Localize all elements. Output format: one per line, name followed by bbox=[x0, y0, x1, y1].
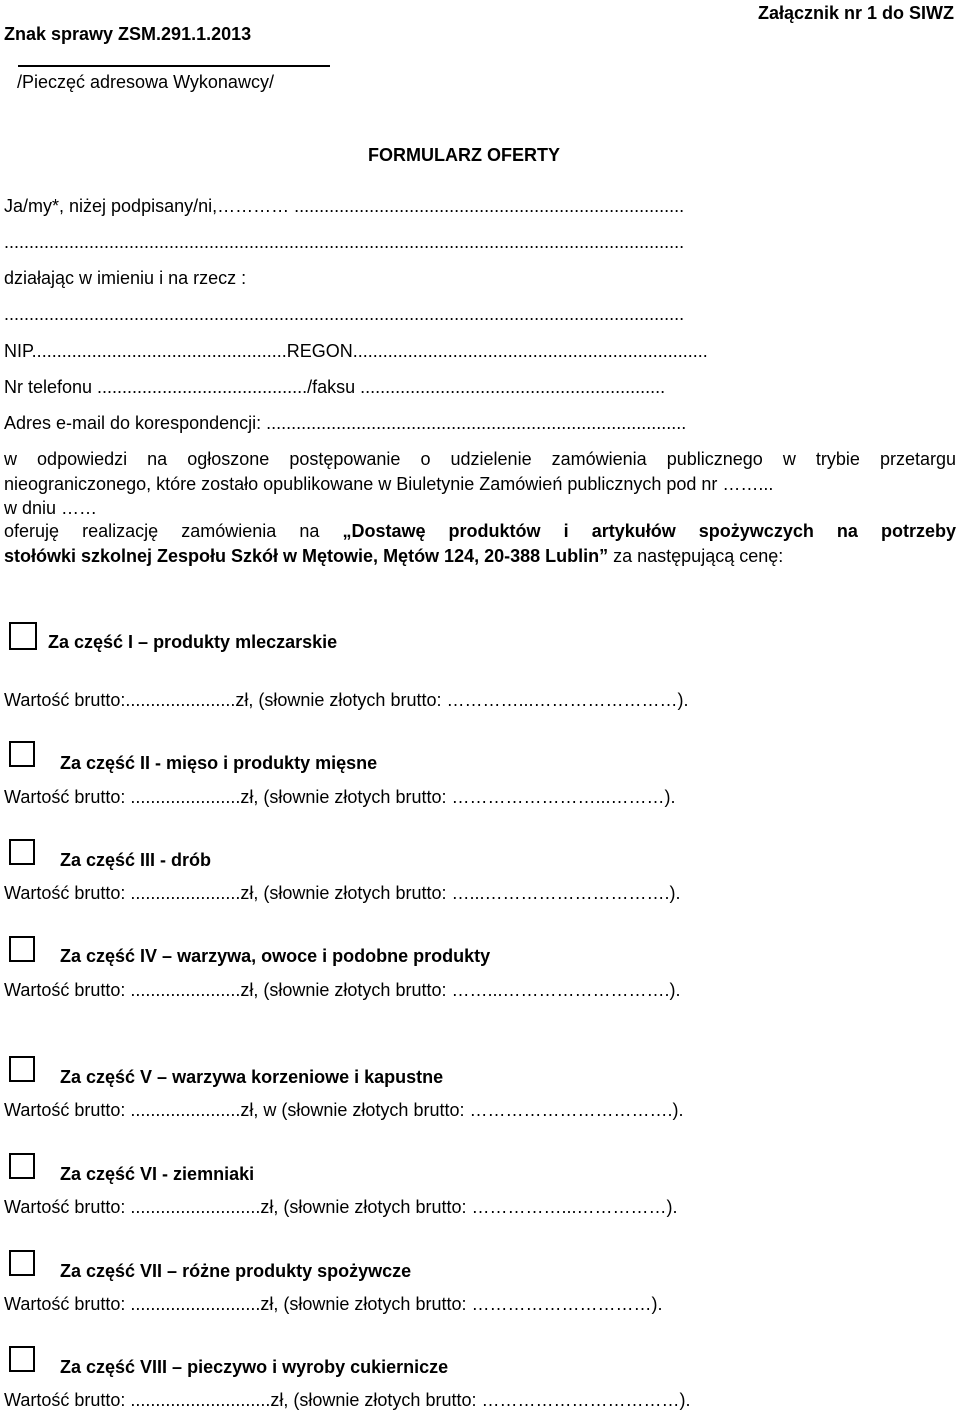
stamp-label: /Pieczęć adresowa Wykonawcy/ bbox=[17, 72, 274, 92]
part-3-value-line[interactable]: Wartość brutto: ......................zł, (słownie złotych brutto: …...………………………….). bbox=[4, 883, 681, 903]
form-title: FORMULARZ OFERTY bbox=[368, 145, 560, 165]
part-1-value-line[interactable]: Wartość brutto:......................zł, (słownie złotych brutto: …………...……………………). bbox=[4, 690, 689, 710]
part-2-title: Za część II - mięso i produkty mięsne bbox=[60, 753, 378, 773]
part-7-checkbox[interactable] bbox=[9, 1250, 35, 1276]
part-5-value-line[interactable]: Wartość brutto: ......................zł, w (słownie złotych brutto: …………………………….). bbox=[4, 1100, 684, 1120]
part-1-checkbox[interactable] bbox=[9, 622, 37, 650]
offer-subject-1: „Dostawę produktów i artykułów spożywczych na potrzeby bbox=[342, 521, 956, 541]
acting-dots-line[interactable]: ........................................................................................................................................ bbox=[4, 304, 685, 324]
part-6-title: Za część VI - ziemniaki bbox=[60, 1164, 255, 1184]
case-number: Znak sprawy ZSM.291.1.2013 bbox=[4, 24, 252, 44]
part-6-value-line[interactable]: Wartość brutto: ..........................zł, (słownie złotych brutto: ……………...……………). bbox=[4, 1197, 678, 1217]
offer-paragraph-line-2 bbox=[4, 546, 783, 567]
part-4-title: Za część IV – warzywa, owoce i podobne produkty bbox=[60, 946, 491, 966]
part-5-title: Za część V – warzywa korzeniowe i kapustne bbox=[60, 1067, 444, 1087]
phone-fax-line[interactable]: Nr telefonu ........................................../faksu ............................................................. bbox=[4, 377, 666, 397]
part-2-value-line[interactable]: Wartość brutto: ......................zł, (słownie złotych brutto: ……………………...………). bbox=[4, 787, 676, 807]
offer-suffix: za następującą cenę: bbox=[608, 546, 784, 566]
offer-prefix: oferuję realizację zamówienia na bbox=[4, 521, 320, 541]
name-dots-line[interactable]: ........................................................................................................................................ bbox=[4, 232, 685, 252]
acting-label: działając w imieniu i na rzecz : bbox=[4, 268, 247, 288]
part-6-checkbox[interactable] bbox=[9, 1153, 35, 1179]
part-2-checkbox[interactable] bbox=[9, 741, 35, 767]
intro-paragraph-line-3: w dniu …… bbox=[4, 498, 98, 518]
intro-paragraph-line-2: nieograniczonego, które zostało opublikowane w Biuletynie Zamówień publicznych pod nr ……... bbox=[4, 474, 774, 494]
offer-paragraph-line-1 bbox=[4, 521, 956, 542]
part-7-title: Za część VII – różne produkty spożywcze bbox=[60, 1261, 412, 1281]
stamp-signature-line bbox=[18, 65, 330, 67]
nip-regon-line[interactable]: NIP...................................................REGON....................................................................... bbox=[4, 341, 708, 361]
part-3-checkbox[interactable] bbox=[9, 839, 35, 865]
part-8-value-line[interactable]: Wartość brutto: ............................zł, (słownie złotych brutto: ……………………………). bbox=[4, 1390, 691, 1410]
attachment-label: Załącznik nr 1 do SIWZ bbox=[757, 3, 954, 23]
part-4-value-line[interactable]: Wartość brutto: ......................zł, (słownie złotych brutto: ……...……………………….). bbox=[4, 980, 681, 1000]
part-7-value-line[interactable]: Wartość brutto: ..........................zł, (słownie złotych brutto: …………………………). bbox=[4, 1294, 663, 1314]
part-3-title: Za część III - drób bbox=[60, 850, 212, 870]
part-8-title: Za część VIII – pieczywo i wyroby cukiernicze bbox=[60, 1357, 449, 1377]
offer-subject-2: stołówki szkolnej Zespołu Szkół w Mętowie, Mętów 124, 20-388 Lublin” bbox=[4, 546, 609, 566]
email-line[interactable]: Adres e-mail do korespondencji: .................................................................................... bbox=[4, 413, 687, 433]
part-8-checkbox[interactable] bbox=[9, 1346, 35, 1372]
signed-line[interactable]: Ja/my*, niżej podpisany/ni,………… .............................................................................. bbox=[4, 196, 685, 216]
part-1-title: Za część I – produkty mleczarskie bbox=[48, 632, 338, 652]
intro-paragraph-line-1: w odpowiedzi na ogłoszone postępowanie o udzielenie zamówienia publicznego w trybie przetargu bbox=[4, 449, 956, 469]
part-5-checkbox[interactable] bbox=[9, 1056, 35, 1082]
part-4-checkbox[interactable] bbox=[9, 936, 35, 962]
